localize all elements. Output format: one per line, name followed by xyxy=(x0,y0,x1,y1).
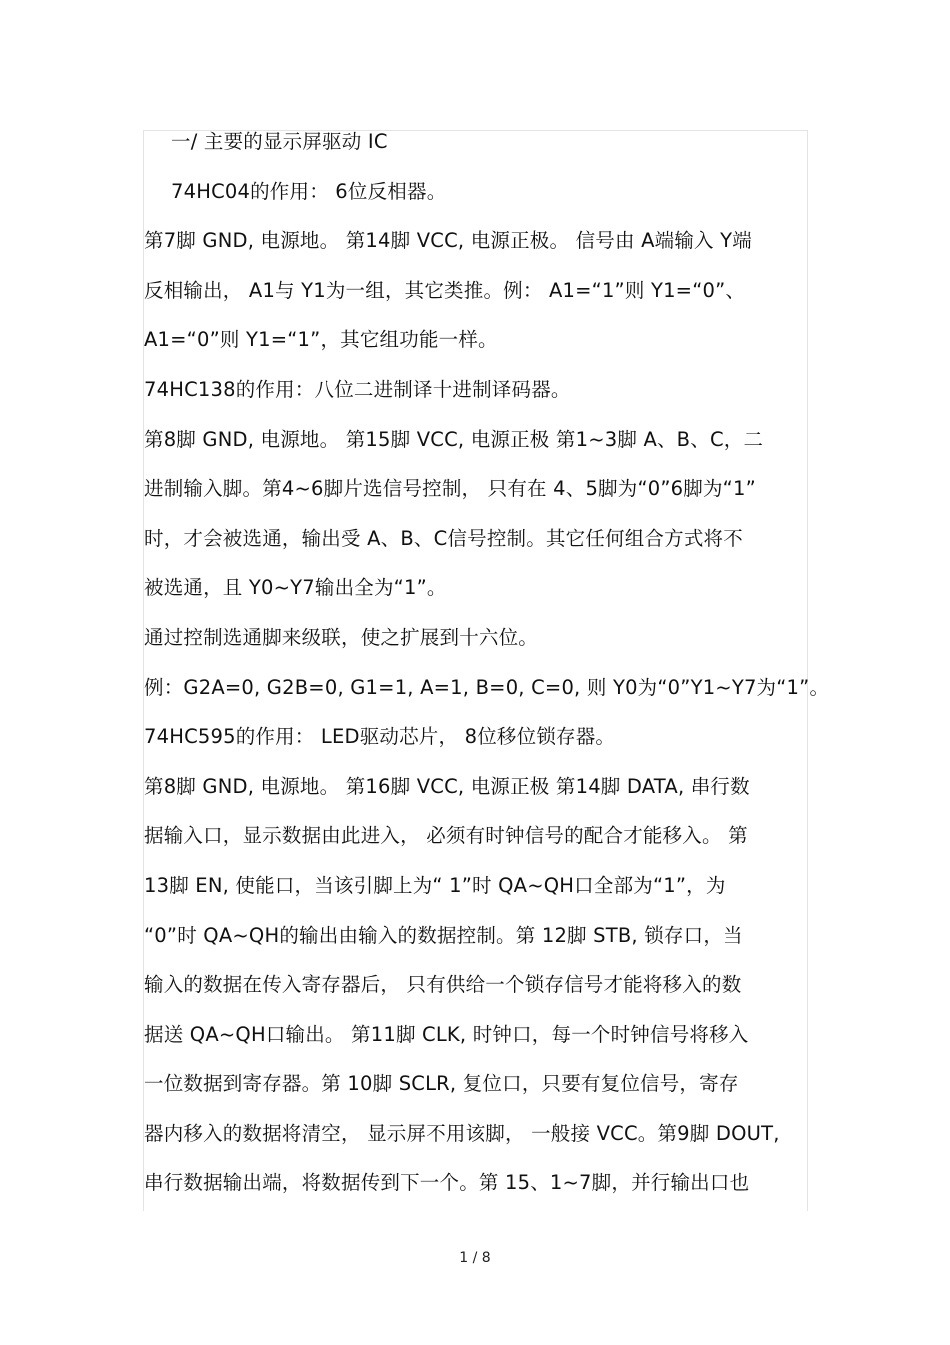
text-line: 时，才会被选通，输出受 A、B、C信号控制。其它任何组合方式将不 xyxy=(144,526,743,550)
page-number: 1 / 8 xyxy=(459,1250,491,1266)
text-line: 第7脚 GND, 电源地。 第14脚 VCC, 电源正极。 信号由 A端输入 Y端 xyxy=(144,229,752,253)
text-line: 74HC595的作用： LED驱动芯片， 8位移位锁存器。 xyxy=(144,725,616,749)
text-line: 器内移入的数据将清空， 显示屏不用该脚， 一般接 VCC。第9脚 DOUT, xyxy=(144,1121,780,1145)
text-line: 74HC138的作用：八位二进制译十进制译码器。 xyxy=(144,377,571,401)
document-body xyxy=(144,128,830,1219)
text-line: 进制输入脚。第4~6脚片选信号控制， 只有在 4、5脚为“0”6脚为“1” xyxy=(144,477,756,501)
text-line: 第8脚 GND, 电源地。 第15脚 VCC, 电源正极 第1~3脚 A、B、C，二 xyxy=(144,427,764,451)
text-line: 一位数据到寄存器。第 10脚 SCLR, 复位口，只要有复位信号，寄存 xyxy=(144,1072,739,1096)
text-line: 反相输出， A1与 Y1为一组，其它类推。例： A1=“1”则 Y1=“0”、 xyxy=(144,278,746,302)
text-line: “0”时 QA~QH的输出由输入的数据控制。第 12脚 STB, 锁存口，当 xyxy=(144,923,743,947)
text-line: 第8脚 GND, 电源地。 第16脚 VCC, 电源正极 第14脚 DATA, 串行数 xyxy=(144,774,750,798)
text-line: 据送 QA~QH口输出。 第11脚 CLK, 时钟口，每一个时钟信号将移入 xyxy=(144,1022,749,1046)
text-line: 据输入口，显示数据由此进入， 必须有时钟信号的配合才能移入。 第 xyxy=(144,824,748,848)
text-line: 74HC04的作用： 6位反相器。 xyxy=(171,179,447,203)
text-line: 通过控制选通脚来级联，使之扩展到十六位。 xyxy=(144,625,539,649)
text-line: 被选通，且 Y0~Y7输出全为“1”。 xyxy=(144,576,447,600)
heading-line: 一/ 主要的显示屏驱动 IC xyxy=(171,130,388,153)
text-line: 串行数据输出端，将数据传到下一个。第 15、1~7脚，并行输出口也 xyxy=(144,1171,750,1195)
text-line: A1=“0”则 Y1=“1”，其它组功能一样。 xyxy=(144,328,498,352)
text-line: 输入的数据在传入寄存器后， 只有供给一个锁存信号才能将移入的数 xyxy=(144,973,742,997)
text-line: 13脚 EN, 使能口，当该引脚上为“ 1”时 QA~QH口全部为“1”，为 xyxy=(144,873,726,897)
text-line: 例：G2A=0, G2B=0, G1=1, A=1, B=0, C=0, 则 Y0为“0”Y1~Y7为“1”。 xyxy=(144,675,830,699)
